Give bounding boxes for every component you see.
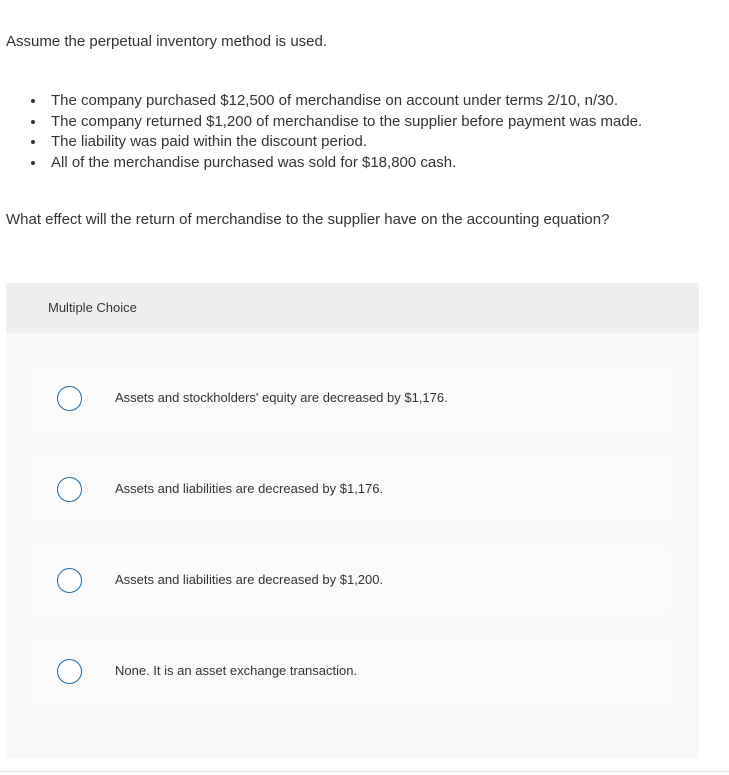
list-item <box>30 112 642 133</box>
choice-option-label: Assets and liabilities are decreased by $1,176. <box>115 481 384 496</box>
list-item-text: All of the merchandise purchased was sold for $18,800 cash. <box>51 154 457 172</box>
list-item <box>30 132 642 153</box>
list-item <box>30 153 642 174</box>
list-item <box>30 91 642 112</box>
list-item-text: The company returned $1,200 of merchandise to the supplier before payment was made. <box>51 112 643 130</box>
choice-option-label: None. It is an asset exchange transaction. <box>115 663 358 678</box>
radio-button-icon[interactable] <box>57 477 82 502</box>
bullet-icon <box>31 161 35 165</box>
choice-option-label: Assets and stockholders' equity are decreased by $1,176. <box>115 390 448 405</box>
list-item-text: The liability was paid within the discount period. <box>51 133 368 151</box>
facts-list <box>30 91 642 174</box>
bullet-icon <box>31 140 35 144</box>
choice-option-c[interactable] <box>32 547 671 613</box>
radio-button-icon[interactable] <box>57 659 82 684</box>
bullet-icon <box>31 99 35 103</box>
choice-option-d[interactable] <box>32 638 671 704</box>
question-text: What effect will the return of merchandise to the supplier have on the accounting equation? <box>6 211 610 228</box>
choice-option-label: Assets and liabilities are decreased by $1,200. <box>115 572 384 587</box>
choice-option-b[interactable] <box>32 456 671 522</box>
multiple-choice-header <box>6 283 699 333</box>
choice-option-a[interactable] <box>32 365 671 431</box>
intro-text: Assume the perpetual inventory method is used. <box>6 33 328 50</box>
multiple-choice-label: Multiple Choice <box>48 300 137 315</box>
radio-button-icon[interactable] <box>57 568 82 593</box>
divider <box>0 771 729 772</box>
bullet-icon <box>31 120 35 124</box>
list-item-text: The company purchased $12,500 of merchandise on account under terms 2/10, n/30. <box>51 92 619 109</box>
multiple-choice-panel <box>6 283 699 759</box>
radio-button-icon[interactable] <box>57 386 82 411</box>
